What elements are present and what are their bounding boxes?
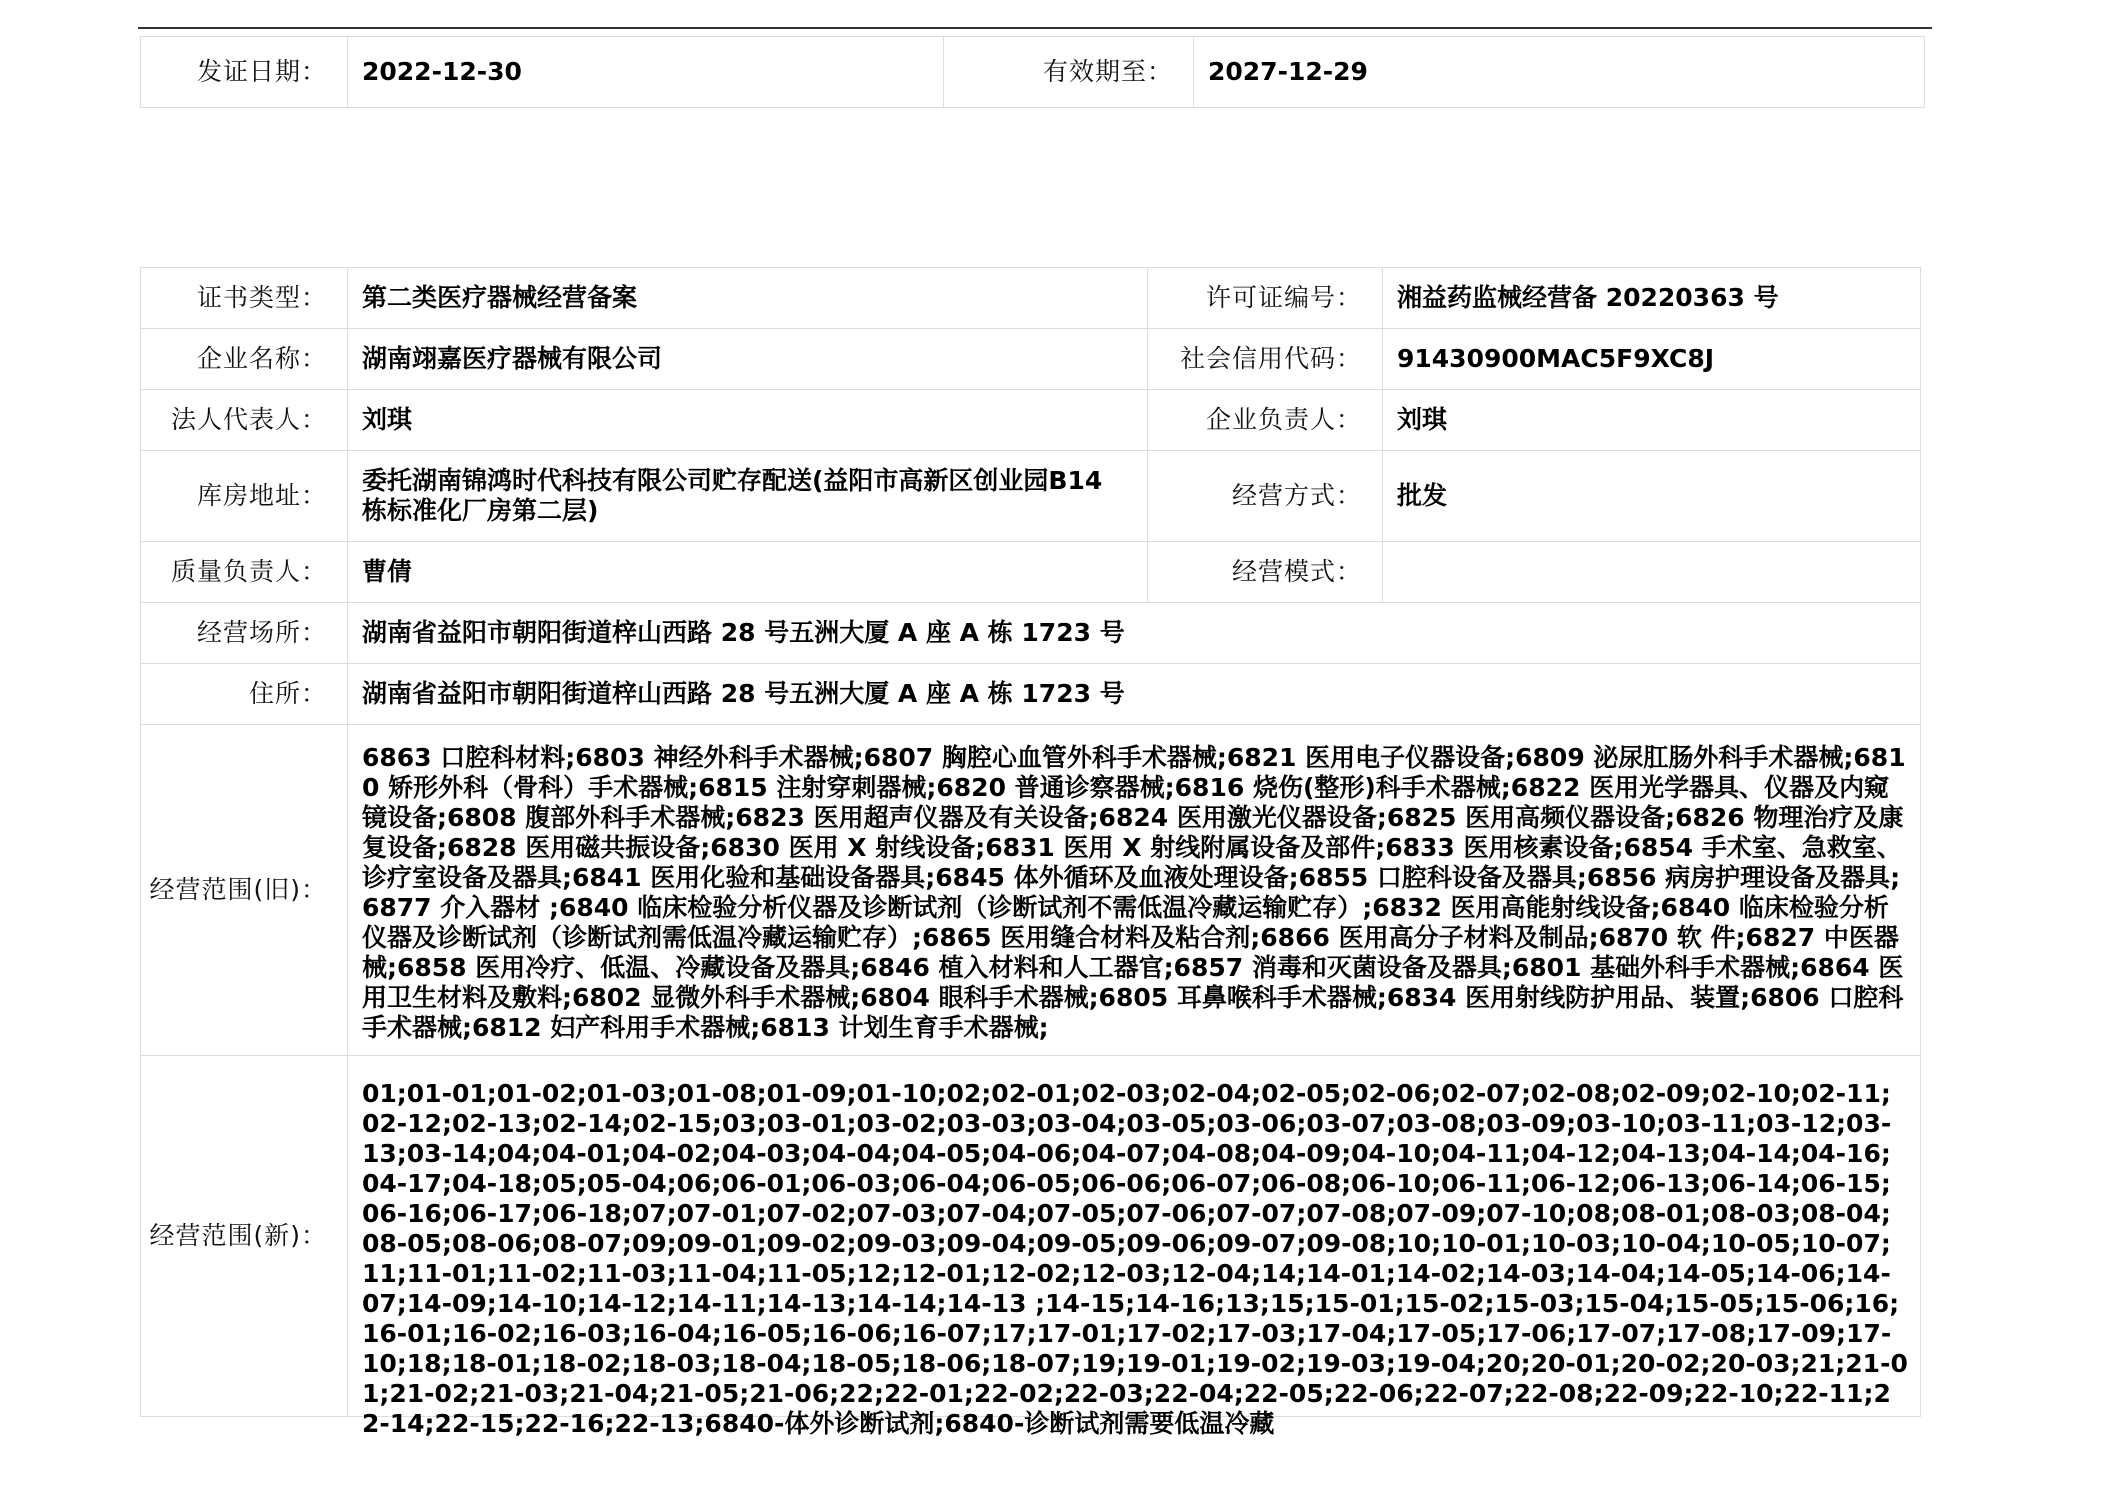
business-mode-value [1383, 542, 1921, 603]
table-row [141, 451, 1921, 542]
certificate-type-label: 证书类型： [141, 268, 348, 329]
table-row [141, 268, 1921, 329]
valid-until-value: 2027-12-29 [1194, 37, 1925, 108]
table-row [141, 1056, 1921, 1417]
scope-old-label: 经营范围(旧)： [141, 725, 348, 1056]
valid-until-label: 有效期至： [944, 37, 1194, 108]
business-premises-value: 湖南省益阳市朝阳街道梓山西路 28 号五洲大厦 A 座 A 栋 1723 号 [348, 603, 1921, 664]
table-row [141, 725, 1921, 1056]
legal-representative-value: 刘琪 [348, 390, 1148, 451]
validity-row [141, 37, 1925, 108]
residence-value: 湖南省益阳市朝阳街道梓山西路 28 号五洲大厦 A 座 A 栋 1723 号 [348, 664, 1921, 725]
residence-label: 住所： [141, 664, 348, 725]
issue-date-value: 2022-12-30 [348, 37, 944, 108]
business-mode-label: 经营模式： [1148, 542, 1383, 603]
credit-code-value: 91430900MAC5F9XC8J [1383, 329, 1921, 390]
validity-table [140, 36, 1925, 108]
scope-new-value: 01;01-01;01-02;01-03;01-08;01-09;01-10;02;02-01;02-03;02-04;02-05;02-06;02-07;02-08;02-09;02-10;02-11;02-12;02-13;02-14;02-15;03;03-01;03-02;03-03;03-04;03-05;03-06;03-07;03-08;03-09;03-10;03-11;03-12;03-13;03-14;04;04-01;04-02;04-03;04-04;04-05;04-06;04-07;04-08;04-09;04-10;04-11;04-12;04-13;04-14;04-16;04-17;04-18;05;05-04;06;06-01;06-03;06-04;06-05;06-06;06-07;06-08;06-10;06-11;06-12;06-13;06-14;06-15;06-16;06-17;06-18;07;07-01;07-02;07-03;07-04;07-05;07-06;07-07;07-08;07-09;07-10;08;08-01;08-03;08-04;08-05;08-06;08-07;09;09-01;09-02;09-03;09-04;09-05;09-06;09-07;09-08;10;10-01;10-03;10-04;10-05;10-07;11;11-01;11-02;11-03;11-04;11-05;12;12-01;12-02;12-03;12-04;14;14-01;14-02;14-03;14-04;14-05;14-06;14-07;14-09;14-10;14-12;14-11;14-13;14-14;14-13 ;14-15;14-16;13;15;15-01;15-02;15-03;15-04;15-05;15-06;16;16-01;16-02;16-03;16-04;16-05;16-06;16-07;17;17-01;17-02;17-03;17-04;17-05;17-06;17-07;17-08;17-09;17-10;18;18-01;18-02;18-03;18-04;18-05;18-06;18-07;19;19-01;19-02;19-03;19-04;20;20-01;20-02;20-03;21;21-01;21-02;21-03;21-04;21-05;21-06;22;22-01;22-02;22-03;22-04;22-05;22-06;22-07;22-08;22-09;22-10;22-11;22-14;22-15;22-16;22-13;6840-体外诊断试剂;6840-诊断试剂需要低温冷藏 [362, 1079, 1908, 1438]
company-name-value: 湖南翊嘉医疗器械有限公司 [348, 329, 1148, 390]
issue-date-label: 发证日期： [141, 37, 348, 108]
certificate-table [140, 267, 1921, 1438]
quality-manager-label: 质量负责人： [141, 542, 348, 603]
license-number-value: 湘益药监械经营备 20220363 号 [1383, 268, 1921, 329]
company-name-label: 企业名称： [141, 329, 348, 390]
license-number-label: 许可证编号： [1148, 268, 1383, 329]
table-row [141, 664, 1921, 725]
enterprise-principal-value: 刘琪 [1383, 390, 1921, 451]
table-row [141, 603, 1921, 664]
business-premises-label: 经营场所： [141, 603, 348, 664]
scope-old-value: 6863 口腔科材料;6803 神经外科手术器械;6807 胸腔心血管外科手术器械;6821 医用电子仪器设备;6809 泌尿肛肠外科手术器械;6810 矫形外科（骨科）手术器械;6815 注射穿刺器械;6820 普通诊察器械;6816 烧伤(整形)科手术器械;6822 医用光学器具、仪器及内窥镜设备;6808 腹部外科手术器械;6823 医用超声仪器及有关设备;6824 医用激光仪器设备;6825 医用高频仪器设备;6826 物理治疗及康复设备;6828 医用磁共振设备;6830 医用 X 射线设备;6831 医用 X 射线附属设备及部件;6833 医用核素设备;6854 手术室、急救室、诊疗室设备及器具;6841 医用化验和基础设备器具;6845 体外循环及血液处理设备;6855 口腔科设备及器具;6856 病房护理设备及器具;6877 介入器材 ;6840 临床检验分析仪器及诊断试剂（诊断试剂不需低温冷藏运输贮存）;6832 医用高能射线设备;6840 临床检验分析仪器及诊断试剂（诊断试剂需低温冷藏运输贮存）;6865 医用缝合材料及粘合剂;6866 医用高分子材料及制品;6870 软 件;6827 中医器械;6858 医用冷疗、低温、冷藏设备及器具;6846 植入材料和人工器官;6857 消毒和灭菌设备及器具;6801 基础外科手术器械;6864 医用卫生材料及敷料;6802 显微外科手术器械;6804 眼科手术器械;6805 耳鼻喉科手术器械;6834 医用射线防护用品、装置;6806 口腔科手术器械;6812 妇产科用手术器械;6813 计划生育手术器械; [348, 725, 1921, 1056]
table-row [141, 542, 1921, 603]
legal-representative-label: 法人代表人： [141, 390, 348, 451]
certificate-type-value: 第二类医疗器械经营备案 [348, 268, 1148, 329]
scope-new-label: 经营范围(新)： [141, 1056, 348, 1417]
warehouse-address-value: 委托湖南锦鸿时代科技有限公司贮存配送(益阳市高新区创业园B14 栋标准化厂房第二层) [348, 451, 1148, 542]
business-method-value: 批发 [1383, 451, 1921, 542]
warehouse-address-label: 库房地址： [141, 451, 348, 542]
business-method-label: 经营方式： [1148, 451, 1383, 542]
top-divider [138, 27, 1932, 29]
credit-code-label: 社会信用代码： [1148, 329, 1383, 390]
table-row [141, 390, 1921, 451]
enterprise-principal-label: 企业负责人： [1148, 390, 1383, 451]
quality-manager-value: 曹倩 [348, 542, 1148, 603]
scope-new-cell [348, 1056, 1921, 1438]
table-row [141, 329, 1921, 390]
